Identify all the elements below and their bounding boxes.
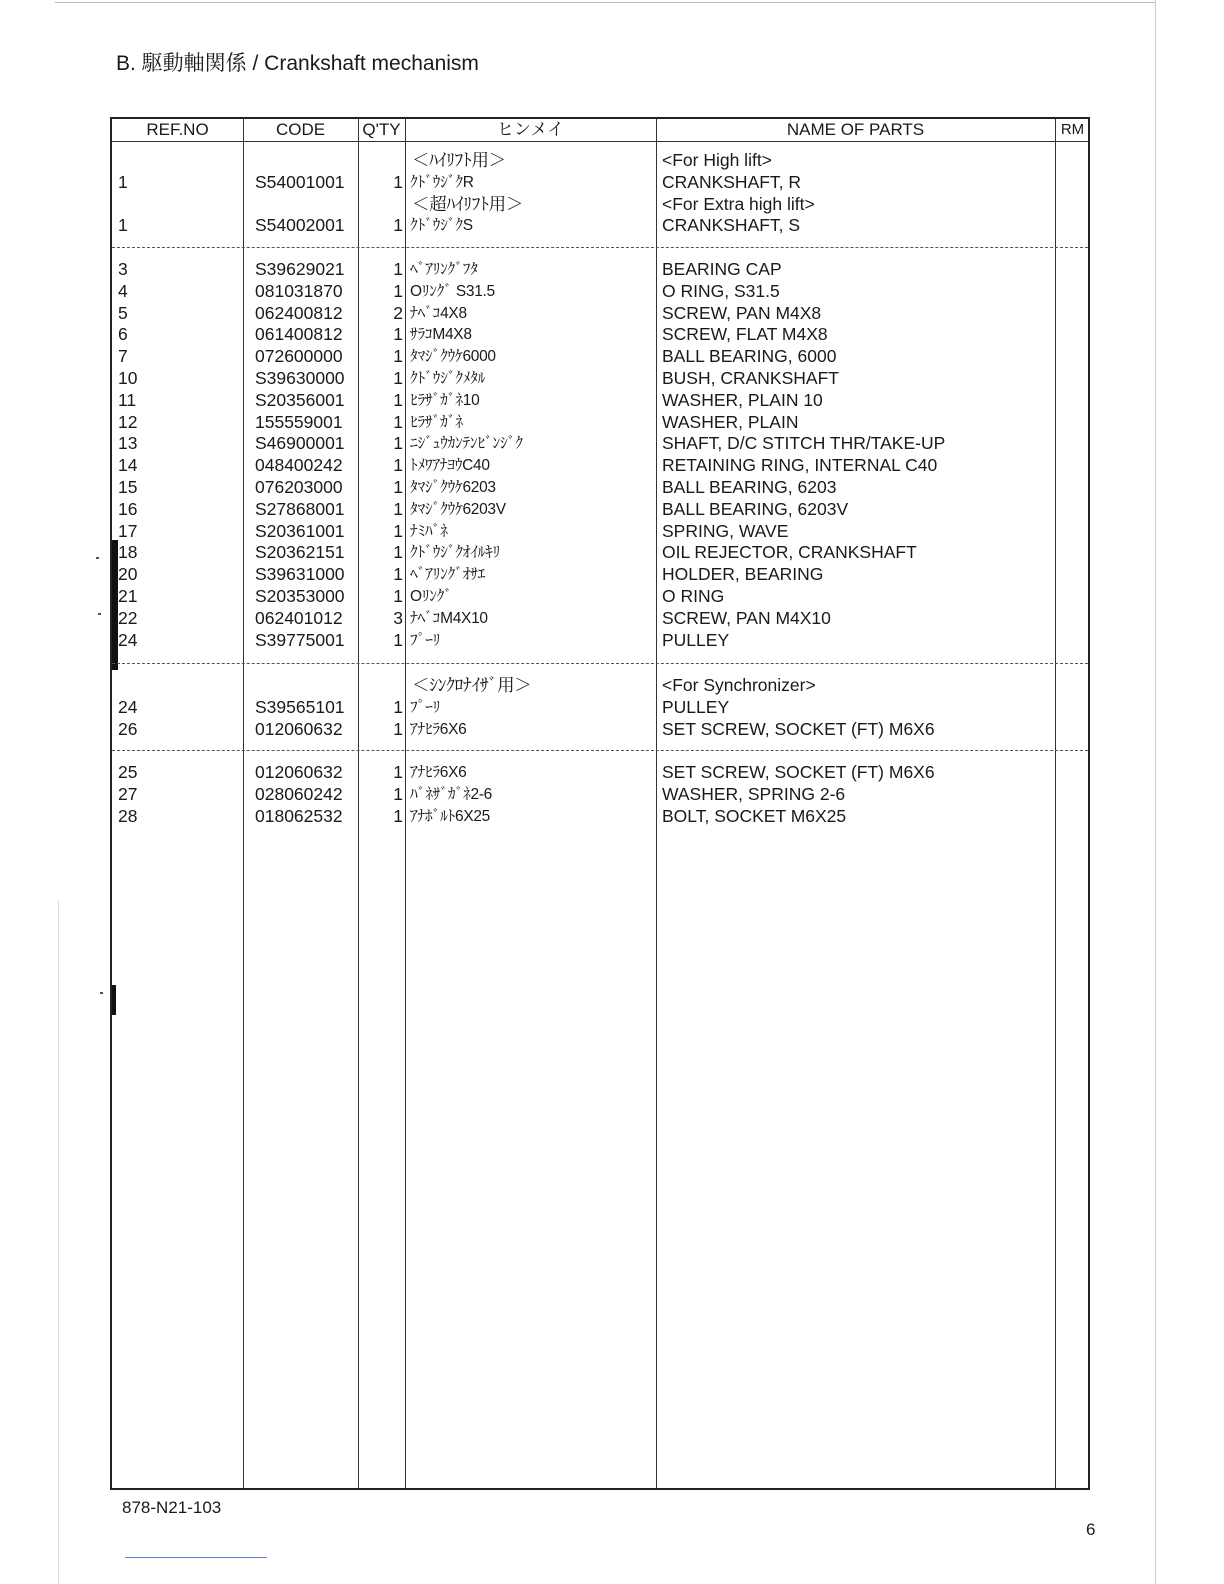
header-divider — [112, 141, 1088, 142]
row-qty: 1 — [393, 280, 403, 301]
row-code: 155559001 — [255, 411, 343, 432]
row-code: 028060242 — [255, 783, 343, 804]
scan-bottom-mark — [125, 1557, 267, 1558]
page-number: 6 — [1086, 1520, 1096, 1539]
row-kana: ﾍﾞｱﾘﾝｸﾞｵｻｴ — [410, 566, 486, 584]
row-code: S20353000 — [255, 586, 345, 606]
row-code: S20362151 — [255, 542, 345, 563]
row-ref: 16 — [118, 498, 138, 519]
scan-right-edge — [1155, 0, 1156, 1584]
group-label-code — [255, 194, 355, 216]
group-label-code — [255, 150, 355, 172]
group-label-qty — [364, 150, 403, 172]
row-ref: 5 — [118, 302, 128, 323]
group-label-kana: ＜ﾊｲﾘﾌﾄ用＞ — [412, 150, 506, 170]
row-kana: Oﾘﾝｸﾞ — [410, 588, 452, 605]
row-name: PULLEY — [662, 629, 730, 650]
row-name: O RING — [662, 586, 725, 606]
row-qty: 1 — [393, 564, 403, 585]
row-kana: ﾍﾞｱﾘﾝｸﾞﾌﾀ — [410, 261, 478, 278]
row-qty: 1 — [393, 324, 403, 345]
group-label-qty — [364, 194, 403, 216]
row-code: S39565101 — [255, 696, 345, 717]
row-qty: 1 — [393, 498, 403, 519]
group-label-qty — [364, 675, 403, 697]
row-kana: ｸﾄﾞｳｼﾞｸR — [410, 173, 474, 191]
row-name: SCREW, PAN M4X8 — [662, 302, 822, 323]
document-code: 878-N21-103 — [122, 1498, 222, 1517]
row-qty: 1 — [393, 346, 403, 367]
row-name: BUSH, CRANKSHAFT — [662, 368, 839, 388]
row-code: S54002001 — [255, 215, 345, 236]
scan-top-edge — [55, 2, 1155, 3]
row-name: WASHER, SPRING 2-6 — [662, 783, 846, 804]
row-code: S39629021 — [255, 259, 345, 279]
group-separator — [112, 247, 1088, 248]
row-qty: 1 — [393, 455, 403, 476]
row-qty: 1 — [393, 542, 403, 563]
row-code: S27868001 — [255, 498, 345, 519]
group-label-name: <For Extra high lift> — [662, 193, 815, 214]
scan-speck — [98, 613, 101, 615]
row-name: BALL BEARING, 6203V — [662, 498, 849, 519]
row-name: WASHER, PLAIN — [662, 411, 799, 432]
row-code: 012060632 — [255, 762, 343, 782]
row-kana: ｸﾄﾞｳｼﾞｸS — [410, 217, 473, 235]
row-code: S39631000 — [255, 564, 345, 585]
row-qty: 1 — [393, 805, 403, 826]
scan-left-edge — [58, 900, 59, 1584]
row-ref: 15 — [118, 477, 138, 497]
row-ref: 25 — [118, 762, 138, 782]
row-ref: 24 — [118, 696, 138, 717]
page-title: B. 駆動軸関係 / Crankshaft mechanism — [116, 52, 479, 75]
row-kana: ﾅﾐﾊﾞﾈ — [410, 522, 448, 540]
row-name: SCREW, FLAT M4X8 — [662, 324, 828, 345]
group-separator — [112, 663, 1088, 664]
row-qty: 1 — [393, 520, 403, 541]
row-ref: 6 — [118, 324, 128, 345]
row-ref: 18 — [118, 542, 138, 563]
row-name: HOLDER, BEARING — [662, 564, 824, 585]
row-code: S39630000 — [255, 368, 345, 388]
row-name: SET SCREW, SOCKET (FT) M6X6 — [662, 762, 935, 782]
row-qty: 1 — [393, 368, 403, 388]
row-kana: ﾄﾒﾜｱﾅﾖｳC40 — [410, 457, 490, 475]
row-ref: 22 — [118, 607, 138, 628]
row-name: WASHER, PLAIN 10 — [662, 389, 823, 410]
row-name: BALL BEARING, 6000 — [662, 346, 837, 367]
row-ref: 26 — [118, 718, 138, 739]
row-kana: ﾀﾏｼﾞｸｳｹ6203V — [410, 500, 506, 518]
row-ref: 14 — [118, 455, 138, 476]
row-qty: 1 — [393, 433, 403, 454]
row-qty: 1 — [393, 783, 403, 804]
row-name: CRANKSHAFT, S — [662, 215, 801, 236]
row-ref: 1 — [118, 171, 128, 192]
row-kana: ﾋﾗｻﾞｶﾞﾈ — [410, 413, 463, 431]
column-divider — [405, 119, 406, 1488]
row-code: 048400242 — [255, 455, 343, 476]
row-ref: 13 — [118, 433, 138, 454]
row-kana: ﾌﾟｰﾘ — [410, 698, 441, 716]
row-code: 061400812 — [255, 324, 343, 345]
row-qty: 1 — [393, 389, 403, 410]
row-kana: ﾀﾏｼﾞｸｳｹ6000 — [410, 348, 496, 366]
row-code: 062400812 — [255, 302, 343, 323]
row-code: S20361001 — [255, 520, 345, 541]
group-label-ref — [118, 675, 238, 697]
row-code: 072600000 — [255, 346, 343, 367]
header-kana-name: ヒンメイ — [496, 120, 565, 139]
row-kana: ｸﾄﾞｳｼﾞｸﾒﾀﾙ — [410, 370, 486, 387]
scan-speck — [96, 557, 99, 559]
row-ref: 3 — [118, 259, 128, 279]
row-qty: 1 — [393, 171, 403, 192]
row-kana: Oﾘﾝｸﾞ S31.5 — [410, 282, 495, 300]
row-code: 062401012 — [255, 607, 343, 628]
row-ref: 11 — [118, 389, 137, 410]
header-code: CODE — [275, 120, 326, 139]
row-name: SPRING, WAVE — [662, 520, 789, 541]
row-qty: 1 — [393, 586, 403, 606]
row-code: S46900001 — [255, 433, 345, 454]
row-kana: ｸﾄﾞｳｼﾞｸｵｲﾙｷﾘ — [410, 544, 501, 562]
group-label-ref — [118, 194, 238, 216]
row-code: S39775001 — [255, 629, 345, 650]
column-divider — [358, 119, 359, 1488]
column-divider — [1055, 119, 1056, 1488]
row-ref: 1 — [118, 215, 128, 236]
row-name: BALL BEARING, 6203 — [662, 477, 837, 497]
column-divider — [243, 119, 244, 1488]
row-qty: 1 — [393, 762, 403, 782]
header-ref-no: REF.NO — [146, 120, 209, 139]
row-name: SCREW, PAN M4X10 — [662, 607, 831, 628]
row-kana: ｱﾅﾋﾗ6X6 — [410, 764, 467, 781]
row-ref: 27 — [118, 783, 138, 804]
row-qty: 1 — [393, 477, 403, 497]
row-name: PULLEY — [662, 696, 730, 717]
row-ref: 12 — [118, 411, 138, 432]
row-name: RETAINING RING, INTERNAL C40 — [662, 455, 938, 476]
group-label-kana: ＜ｼﾝｸﾛﾅｲｻﾞ用＞ — [412, 675, 532, 695]
row-qty: 1 — [393, 259, 403, 279]
binder-mark — [112, 985, 116, 1015]
row-name: SET SCREW, SOCKET (FT) M6X6 — [662, 718, 935, 739]
row-qty: 1 — [393, 696, 403, 717]
row-ref: 28 — [118, 805, 138, 826]
row-name: OIL REJECTOR, CRANKSHAFT — [662, 542, 917, 563]
row-code: 076203000 — [255, 477, 343, 497]
row-kana: ﾌﾟｰﾘ — [410, 631, 441, 649]
group-label-name: <For High lift> — [662, 150, 772, 170]
group-label-code — [255, 675, 355, 697]
row-name: O RING, S31.5 — [662, 280, 780, 301]
row-name: BEARING CAP — [662, 259, 782, 279]
group-separator — [112, 750, 1088, 751]
header-qty: Q'TY — [362, 120, 401, 139]
row-kana: ｻﾗｺM4X8 — [410, 326, 472, 344]
row-name: SHAFT, D/C STITCH THR/TAKE-UP — [662, 433, 946, 454]
row-kana: ｱﾅﾎﾞﾙﾄ6X25 — [410, 807, 490, 825]
row-qty: 1 — [393, 411, 403, 432]
column-divider — [656, 119, 657, 1488]
row-name: CRANKSHAFT, R — [662, 171, 802, 192]
group-label-name: <For Synchronizer> — [662, 675, 816, 695]
row-ref: 21 — [118, 586, 138, 606]
row-kana: ﾊﾞﾈｻﾞｶﾞﾈ2-6 — [410, 785, 493, 803]
header-name-of-parts: NAME OF PARTS — [786, 120, 925, 139]
group-label-ref — [118, 150, 238, 172]
row-code: 018062532 — [255, 805, 343, 826]
row-qty: 1 — [393, 215, 403, 236]
row-ref: 4 — [118, 280, 128, 301]
row-kana: ﾀﾏｼﾞｸｳｹ6203 — [410, 479, 496, 496]
row-code: S20356001 — [255, 389, 345, 410]
row-code: 081031870 — [255, 280, 343, 301]
row-qty: 1 — [393, 629, 403, 650]
row-ref: 10 — [118, 368, 138, 388]
row-kana: ｱﾅﾋﾗ6X6 — [410, 720, 467, 738]
row-code: S54001001 — [255, 171, 345, 192]
row-name: BOLT, SOCKET M6X25 — [662, 805, 847, 826]
row-kana: ﾅﾍﾞｺ4X8 — [410, 304, 467, 322]
row-ref: 20 — [118, 564, 138, 585]
row-ref: 7 — [118, 346, 128, 367]
row-kana: ﾋﾗｻﾞｶﾞﾈ10 — [410, 391, 480, 409]
row-qty: 2 — [393, 302, 403, 323]
row-ref: 17 — [118, 520, 138, 541]
row-kana: ﾅﾍﾞｺM4X10 — [410, 609, 488, 627]
scan-speck — [100, 992, 103, 994]
row-qty: 1 — [393, 718, 403, 739]
group-label-kana: ＜超ﾊｲﾘﾌﾄ用＞ — [412, 193, 524, 214]
row-qty: 3 — [393, 607, 403, 628]
header-rm: RM — [1060, 121, 1085, 138]
row-kana: ﾆｼﾞｭｳｶﾝﾃﾝﾋﾞﾝｼﾞｸ — [410, 435, 523, 453]
row-code: 012060632 — [255, 718, 343, 739]
row-ref: 24 — [118, 629, 138, 650]
